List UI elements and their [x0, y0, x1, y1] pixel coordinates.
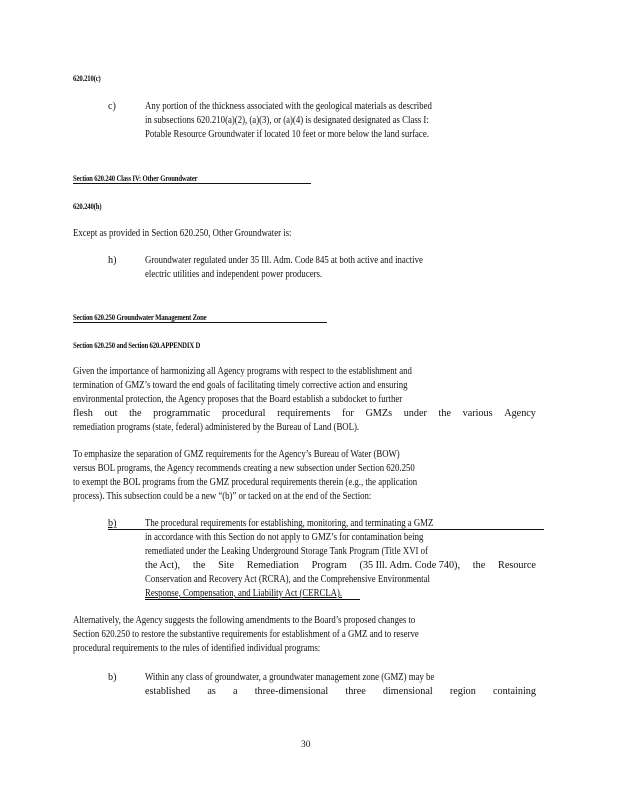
subsection-heading: Section 620.250 and Section 620.APPENDIX D [73, 341, 201, 350]
word: various [462, 408, 493, 419]
word: the [192, 560, 206, 571]
text-line: remediated under the Leaking Underground Storage Tank Program (Title XVI of [145, 546, 428, 557]
text-line: electric utilities and independent power producers. [145, 269, 323, 280]
word: three-dimensional [254, 686, 329, 697]
text-line: in subsections 620.210(a)(2), (a)(3), or (a)(4) is designated designated as Class I: [145, 115, 429, 126]
word: Site [218, 560, 234, 571]
word: the [472, 560, 486, 571]
word: Remediation [246, 560, 299, 571]
subsection-heading: 620.210(c) [73, 74, 101, 83]
text-line: The procedural requirements for establishing, monitoring, and terminating a GMZ [145, 518, 434, 529]
word: programmatic [153, 408, 211, 419]
paragraph-line: Alternatively, the Agency suggests the following amendments to the Board’s proposed changes to [73, 615, 416, 626]
word: Program [311, 560, 347, 571]
item-marker: h) [108, 255, 117, 266]
text-line: Within any class of groundwater, a groundwater management zone (GMZ) may be [145, 672, 435, 683]
paragraph-line: versus BOL programs, the Agency recommends creating a new subsection under Section 620.250 [73, 463, 415, 474]
paragraph-line: to exempt the BOL programs from the GMZ procedural requirements therein (e.g., the application [73, 477, 418, 488]
section-heading: Section 620.250 Groundwater Management Zone [73, 313, 207, 322]
word: for [341, 408, 354, 419]
word: established [145, 686, 191, 697]
paragraph-line: procedural requirements to the rules of identified individual programs: [73, 643, 321, 654]
word: region [449, 686, 476, 697]
text-line: in accordance with this Section do not apply to GMZ’s for contamination being [145, 532, 424, 543]
text-line: Potable Resource Groundwater if located 10 feet or more below the land surface. [145, 129, 429, 140]
insertion-underline [145, 599, 360, 600]
insertion-underline [108, 529, 544, 530]
word: out [104, 408, 118, 419]
text-line: Any portion of the thickness associated with the geological materials as described [145, 101, 432, 112]
text-line: Response, Compensation, and Liability Act (CERCLA). [145, 588, 343, 599]
word: (35 Ill. Adm. Code 740), [359, 560, 460, 571]
paragraph-line: Section 620.250 to restore the substantive requirements for establishment of a GMZ and to reserve [73, 629, 419, 640]
word: flesh [73, 408, 93, 419]
text-line: Groundwater regulated under 35 Ill. Adm. Code 845 at both active and inactive [145, 255, 423, 266]
item-marker: c) [108, 101, 116, 112]
word: Agency [504, 408, 536, 419]
paragraph-line: remediation programs (state, federal) administered by the Bureau of Land (BOL). [73, 422, 360, 433]
justified-line [73, 407, 536, 420]
word: under [403, 408, 427, 419]
word: the Act), [145, 560, 181, 571]
page-number: 30 [301, 740, 311, 750]
word: the [438, 408, 451, 419]
heading-underline [73, 183, 311, 184]
word: the [129, 408, 142, 419]
paragraph-line: Given the importance of harmonizing all Agency programs with respect to the establishment and [73, 366, 412, 377]
paragraph-line: environmental protection, the Agency proposes that the Board establish a subdocket to further [73, 394, 403, 405]
word: containing [492, 686, 536, 697]
heading-underline [73, 322, 327, 323]
word: requirements [277, 408, 331, 419]
paragraph-line: process). This subsection could be a new “(b)” or tacked on at the end of the Section: [73, 491, 372, 502]
word: Resource [498, 560, 536, 571]
justified-line [145, 559, 536, 572]
word: as [207, 686, 216, 697]
justified-line [145, 685, 536, 698]
intro-text: Except as provided in Section 620.250, Other Groundwater is: [73, 228, 292, 239]
word: GMZs [365, 408, 393, 419]
item-marker: b) [108, 518, 117, 529]
item-marker: b) [108, 672, 117, 683]
word: a [233, 686, 238, 697]
word: dimensional [382, 686, 433, 697]
text-line: Conservation and Recovery Act (RCRA), and the Comprehensive Environmental [145, 574, 430, 585]
paragraph-line: To emphasize the separation of GMZ requirements for the Agency’s Bureau of Water (BOW) [73, 449, 400, 460]
section-heading: Section 620.240 Class IV: Other Groundwater [73, 174, 198, 183]
word: procedural [221, 408, 266, 419]
subsection-heading: 620.240(h) [73, 202, 102, 211]
word: three [345, 686, 366, 697]
paragraph-line: termination of GMZ’s toward the end goals of facilitating timely corrective action and ensuring [73, 380, 408, 391]
